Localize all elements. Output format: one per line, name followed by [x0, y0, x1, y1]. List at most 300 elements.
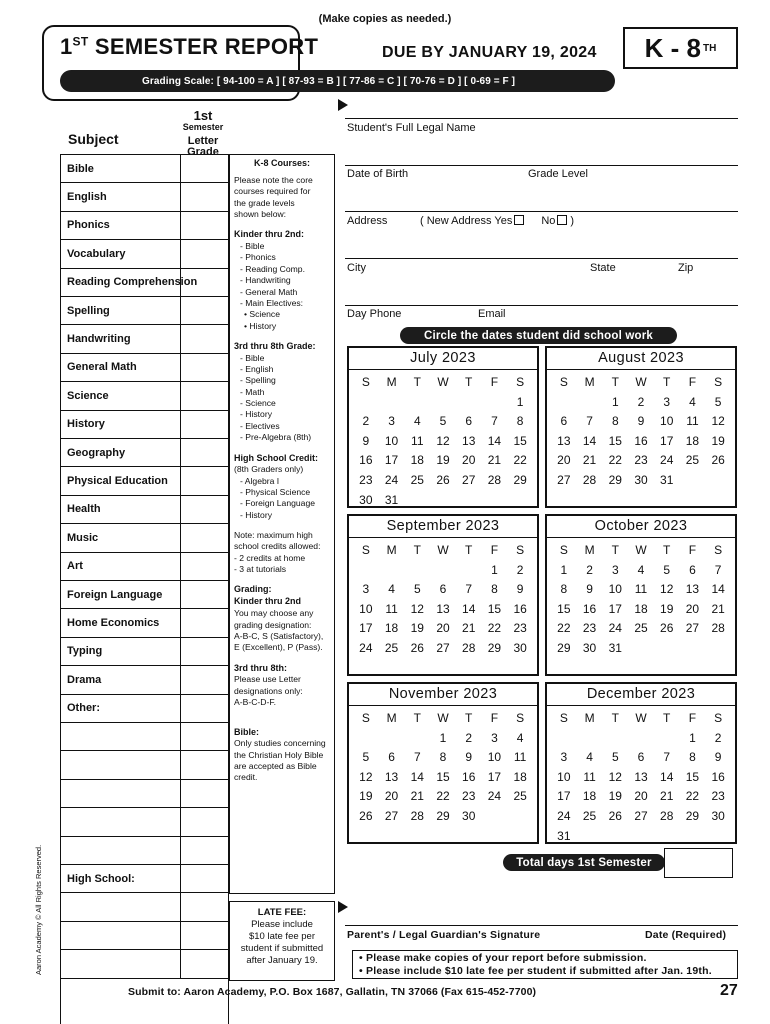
late-fee-line: $10 late fee per: [248, 930, 316, 942]
city-line[interactable]: [345, 258, 738, 259]
calendar-day[interactable]: 24: [608, 621, 622, 636]
calendar-day[interactable]: 23: [513, 621, 527, 636]
calendar-day[interactable]: 19: [436, 453, 450, 468]
calendar-day[interactable]: 23: [582, 621, 597, 636]
calendar-day[interactable]: 16: [582, 601, 597, 616]
calendar-day[interactable]: 16: [634, 433, 648, 448]
letter-grade-cell[interactable]: [181, 751, 228, 778]
calendar-day[interactable]: 16: [513, 601, 527, 616]
calendar-day[interactable]: 13: [436, 601, 450, 616]
signature-line[interactable]: [345, 925, 738, 926]
calendar-day[interactable]: 15: [685, 769, 700, 784]
letter-grade-cell[interactable]: [181, 922, 228, 949]
calendar-day[interactable]: 29: [608, 472, 622, 487]
title-number: 1: [60, 34, 73, 59]
letter-grade-cell[interactable]: [181, 666, 228, 693]
calendar-day[interactable]: 29: [513, 472, 527, 487]
city-label: City: [347, 262, 366, 274]
calendar-day[interactable]: 19: [608, 789, 622, 804]
calendar-day[interactable]: 21: [660, 789, 674, 804]
calendar-day[interactable]: 10: [608, 582, 622, 597]
letter-grade-cell[interactable]: [181, 695, 228, 722]
calendar-day[interactable]: 14: [660, 769, 674, 784]
month-title: October 2023: [547, 516, 735, 538]
calendar-day[interactable]: 14: [487, 433, 502, 448]
calendar-day[interactable]: 3: [491, 730, 498, 745]
letter-grade-cell[interactable]: [181, 297, 228, 324]
subject-name: High School:: [61, 865, 181, 892]
letter-grade-cell[interactable]: [181, 439, 228, 466]
calendar-day[interactable]: 31: [608, 640, 622, 655]
calendar-day[interactable]: 6: [439, 582, 447, 597]
calendar-day[interactable]: 24: [557, 808, 571, 823]
total-days-label: Total days 1st Semester: [503, 854, 665, 871]
close-paren: ): [570, 215, 575, 227]
calendar-day[interactable]: 3: [388, 414, 395, 429]
calendar-day[interactable]: 17: [608, 601, 622, 616]
calendar-day[interactable]: 18: [410, 453, 424, 468]
calendar-day[interactable]: 12: [359, 769, 373, 784]
calendar-day[interactable]: 25: [634, 621, 648, 636]
calendar-day[interactable]: 19: [359, 789, 373, 804]
weekday-label: F: [688, 543, 697, 557]
calendar-day[interactable]: 3: [611, 562, 619, 577]
calendar-day[interactable]: 16: [359, 453, 373, 468]
subject-row: [61, 553, 228, 581]
subject-row: [61, 382, 228, 410]
calendar-day[interactable]: 4: [413, 414, 421, 429]
calendar-day[interactable]: 6: [689, 562, 696, 577]
empty-day: [379, 561, 405, 581]
calendar-day[interactable]: 26: [359, 808, 373, 823]
calendar-day[interactable]: 11: [583, 769, 596, 784]
calendar-day[interactable]: 6: [637, 750, 645, 765]
calendar-day[interactable]: 1: [439, 730, 447, 745]
weekday-label: T: [663, 543, 671, 557]
calendar-day[interactable]: 3: [362, 582, 370, 597]
letter-grade-cell[interactable]: [181, 609, 228, 636]
calendar-day[interactable]: 9: [362, 433, 370, 448]
calendar-day[interactable]: 8: [689, 750, 696, 765]
calendar-day[interactable]: 31: [557, 828, 571, 843]
calendar-day[interactable]: 27: [634, 808, 648, 823]
subject-row: [61, 354, 228, 382]
grade-level-badge: [623, 27, 738, 69]
calendar-day[interactable]: 22: [685, 789, 700, 804]
calendar-day[interactable]: 4: [516, 730, 524, 745]
calendar-day[interactable]: 2: [516, 562, 524, 577]
calendar-day[interactable]: 5: [413, 582, 421, 597]
calendar-day[interactable]: 17: [384, 453, 399, 468]
subject-row: [61, 439, 228, 467]
calendar-day[interactable]: 22: [608, 453, 622, 468]
calendar-day[interactable]: 20: [557, 453, 571, 468]
calendar-day[interactable]: 28: [487, 472, 502, 487]
yes-checkbox[interactable]: [514, 215, 524, 225]
weekday-label: S: [361, 543, 370, 557]
calendar-day[interactable]: 13: [384, 769, 399, 784]
calendar-day[interactable]: 8: [516, 414, 524, 429]
calendar-day[interactable]: 31: [660, 472, 674, 487]
letter-grade-cell[interactable]: [181, 723, 228, 750]
calendar-day[interactable]: 12: [410, 601, 424, 616]
title-ordinal: ST: [72, 34, 89, 49]
letter-grade-cell[interactable]: [181, 638, 228, 665]
calendar-day[interactable]: 19: [711, 433, 725, 448]
calendar-day[interactable]: 30: [359, 492, 373, 507]
no-checkbox[interactable]: [557, 215, 567, 225]
calendar-day[interactable]: 30: [462, 808, 476, 823]
calendar-day[interactable]: 29: [436, 808, 450, 823]
calendar-day[interactable]: 20: [634, 789, 648, 804]
credits-note-line: school credits allowed:: [234, 541, 321, 552]
calendar-day[interactable]: 4: [689, 394, 696, 409]
subject-row: [61, 297, 228, 325]
calendar-day[interactable]: 6: [388, 750, 395, 765]
calendar-day[interactable]: 23: [462, 789, 476, 804]
calendar-day[interactable]: 9: [465, 750, 473, 765]
calendar-day[interactable]: 1: [611, 394, 619, 409]
letter-grade-cell[interactable]: [181, 553, 228, 580]
calendar-day[interactable]: 20: [436, 621, 450, 636]
calendar-day[interactable]: 25: [410, 472, 424, 487]
month-calendar: [347, 346, 539, 508]
calendar-day[interactable]: 30: [513, 640, 527, 655]
calendar-day[interactable]: 12: [608, 769, 622, 784]
calendar-day[interactable]: 17: [359, 621, 373, 636]
grading-third-line: designations only:: [234, 685, 303, 696]
calendar-day[interactable]: 20: [685, 601, 700, 616]
calendar-day[interactable]: 1: [560, 562, 568, 577]
make-copies-note: (Make copies as needed.): [318, 13, 452, 25]
calendar-day[interactable]: 9: [637, 414, 645, 429]
calendar-day[interactable]: 22: [487, 621, 502, 636]
calendar-day[interactable]: 27: [462, 472, 476, 487]
weekday-label: M: [386, 375, 397, 389]
calendar-day[interactable]: 23: [359, 472, 373, 487]
calendar-day[interactable]: 28: [711, 621, 725, 636]
calendar-day[interactable]: 11: [385, 601, 398, 616]
calendar-day[interactable]: 15: [608, 433, 622, 448]
calendar-day[interactable]: 5: [663, 562, 671, 577]
calendar-day[interactable]: 30: [711, 808, 725, 823]
calendar-day[interactable]: 4: [637, 562, 645, 577]
calendar-day[interactable]: 11: [634, 582, 648, 597]
weekday-label: S: [714, 711, 723, 725]
letter-grade-cell[interactable]: [181, 155, 228, 182]
calendar-day[interactable]: 8: [611, 414, 619, 429]
calendar-day[interactable]: 27: [384, 808, 399, 823]
calendar-day[interactable]: 11: [686, 414, 699, 429]
calendar-day[interactable]: 22: [513, 453, 527, 468]
empty-day: [379, 729, 405, 749]
calendar-day[interactable]: 17: [557, 789, 571, 804]
calendar-day[interactable]: 15: [487, 601, 502, 616]
calendar-day[interactable]: 5: [362, 750, 370, 765]
calendar-day[interactable]: 5: [439, 414, 447, 429]
subject-name: Bible: [61, 155, 181, 182]
calendar-day[interactable]: 18: [384, 621, 399, 636]
calendar-day[interactable]: 9: [586, 582, 593, 597]
calendar-day[interactable]: 27: [436, 640, 450, 655]
calendar-day[interactable]: 10: [660, 414, 674, 429]
weekday-label: W: [635, 711, 647, 725]
student-name-line[interactable]: [345, 118, 738, 119]
calendar-day[interactable]: 12: [711, 414, 725, 429]
calendar-day[interactable]: 2: [714, 730, 722, 745]
letter-grade-cell[interactable]: [181, 950, 228, 977]
subject-name: Other:: [61, 695, 181, 722]
subject-name: Science: [61, 382, 181, 409]
calendar-day[interactable]: 9: [516, 582, 524, 597]
calendar-day[interactable]: 22: [436, 789, 450, 804]
submission-notes: [352, 950, 738, 979]
calendar-day[interactable]: 9: [714, 750, 722, 765]
calendar-day[interactable]: 1: [516, 394, 524, 409]
calendar-day[interactable]: 12: [660, 582, 674, 597]
calendar-day[interactable]: 7: [663, 750, 671, 765]
third-course: - Math: [240, 386, 265, 397]
subject-row: [61, 183, 228, 211]
calendar-day[interactable]: 26: [436, 472, 450, 487]
calendar-day[interactable]: 23: [634, 453, 648, 468]
calendar-day[interactable]: 21: [582, 453, 597, 468]
calendar-day[interactable]: 28: [410, 808, 424, 823]
calendar-day[interactable]: 26: [660, 621, 674, 636]
hs-course: - Foreign Language: [240, 498, 316, 509]
calendar-day[interactable]: 8: [491, 582, 498, 597]
calendar-day[interactable]: 10: [384, 433, 399, 448]
address-line[interactable]: [345, 211, 738, 212]
calendar-day[interactable]: 21: [487, 453, 502, 468]
calendar-day[interactable]: 18: [513, 769, 527, 784]
subject-row: [61, 581, 228, 609]
calendar-day[interactable]: 25: [582, 808, 597, 823]
letter-grade-cell[interactable]: [181, 354, 228, 381]
letter-grade-cell[interactable]: [181, 240, 228, 267]
calendar-day[interactable]: 19: [660, 601, 674, 616]
calendar-day[interactable]: 24: [359, 640, 373, 655]
calendar-day[interactable]: 21: [711, 601, 725, 616]
calendar-day[interactable]: 2: [362, 414, 370, 429]
calendar-day[interactable]: 5: [611, 750, 619, 765]
calendar-day[interactable]: 21: [410, 789, 424, 804]
report-title: [60, 34, 318, 60]
calendar-day[interactable]: 14: [410, 769, 424, 784]
calendar-day[interactable]: 6: [560, 414, 568, 429]
calendar-day[interactable]: 31: [384, 492, 399, 507]
calendar-day[interactable]: 11: [513, 750, 527, 765]
empty-day: [551, 393, 577, 413]
calendar-day[interactable]: 2: [586, 562, 593, 577]
calendar-day[interactable]: 16: [711, 769, 725, 784]
grading-third-line: Please use Letter: [234, 674, 301, 685]
weekday-label: T: [663, 375, 671, 389]
subject-name: [61, 723, 181, 750]
copyright-notice: Aaron Academy © All Rights Reserved.: [34, 844, 43, 975]
calendar-day[interactable]: 27: [557, 472, 571, 487]
calendar-day[interactable]: 28: [660, 808, 674, 823]
subject-heading: Subject: [68, 131, 119, 147]
calendar-day[interactable]: 7: [491, 414, 498, 429]
letter-grade-cell[interactable]: [181, 780, 228, 807]
hs-course: - History: [240, 509, 272, 520]
calendar-day[interactable]: 18: [634, 601, 648, 616]
letter-grade-cell[interactable]: [181, 325, 228, 352]
bible-heading: Bible:: [234, 726, 260, 737]
calendar-day[interactable]: 24: [487, 789, 502, 804]
calendar-day[interactable]: 22: [557, 621, 571, 636]
letter-grade-cell[interactable]: [181, 382, 228, 409]
calendar-day[interactable]: 10: [557, 769, 571, 784]
weekday-label: W: [437, 375, 449, 389]
subject-name: Art: [61, 553, 181, 580]
calendar-day[interactable]: 29: [685, 808, 700, 823]
courses-intro-line: courses required for: [234, 186, 311, 197]
credits-note-line: - 3 at tutorials: [234, 564, 287, 575]
calendar-day[interactable]: 7: [465, 582, 473, 597]
letter-grade-cell[interactable]: [181, 467, 228, 494]
calendar-day[interactable]: 28: [462, 640, 476, 655]
calendar-day[interactable]: 29: [487, 640, 502, 655]
calendar-day[interactable]: 13: [634, 769, 648, 784]
calendar-day[interactable]: 3: [560, 750, 568, 765]
calendar-day[interactable]: 29: [557, 640, 571, 655]
calendar-day[interactable]: 30: [634, 472, 648, 487]
weekday-label: F: [688, 375, 697, 389]
calendar-day[interactable]: 4: [586, 750, 593, 765]
calendar-day[interactable]: 20: [384, 789, 399, 804]
letter-grade-cell[interactable]: [181, 581, 228, 608]
calendar-day[interactable]: 13: [685, 582, 700, 597]
letter-grade-cell[interactable]: [181, 183, 228, 210]
calendar-day[interactable]: 7: [714, 562, 722, 577]
calendar-day[interactable]: 14: [582, 433, 597, 448]
letter-grade-cell[interactable]: [181, 212, 228, 239]
subject-name: Geography: [61, 439, 181, 466]
kinder-course: - Handwriting: [240, 275, 291, 286]
submit-address: Submit to: Aaron Academy, P.O. Box 1687, Gallatin, TN 37066 (Fax 615-452-7700): [128, 986, 537, 998]
empty-day: [404, 729, 430, 749]
calendar-day[interactable]: 13: [557, 433, 571, 448]
letter-grade-cell[interactable]: [181, 837, 228, 864]
calendar-day[interactable]: 8: [439, 750, 447, 765]
calendar-day[interactable]: 26: [608, 808, 622, 823]
empty-day: [404, 561, 430, 581]
phone-email-line[interactable]: [345, 305, 738, 306]
calendar-day[interactable]: 24: [384, 472, 399, 487]
calendar-day[interactable]: 17: [487, 769, 502, 784]
calendar-day[interactable]: 11: [411, 433, 424, 448]
weekday-label: F: [490, 711, 499, 725]
calendar-day[interactable]: 14: [711, 582, 725, 597]
calendar-day[interactable]: 25: [513, 789, 527, 804]
calendar-day[interactable]: 25: [685, 453, 700, 468]
letter-grade-cell[interactable]: [181, 411, 228, 438]
calendar-day[interactable]: 2: [465, 730, 473, 745]
third-course: - Pre-Algebra (8th): [240, 432, 312, 443]
calendar-day[interactable]: 4: [388, 582, 395, 597]
total-days-input[interactable]: [664, 848, 733, 878]
empty-day: [379, 393, 405, 413]
subject-row: [61, 723, 228, 751]
letter-grade-cell[interactable]: [181, 893, 228, 920]
calendar-day[interactable]: 18: [582, 789, 597, 804]
calendar-day[interactable]: 18: [685, 433, 700, 448]
calendar-day[interactable]: 16: [462, 769, 476, 784]
calendar-day[interactable]: 19: [410, 621, 424, 636]
calendar-day[interactable]: 3: [663, 394, 671, 409]
calendar-day[interactable]: 17: [660, 433, 674, 448]
letter-grade-cell[interactable]: [181, 269, 228, 296]
late-fee-line: after January 19.: [246, 954, 318, 966]
subject-name: Typing: [61, 638, 181, 665]
calendar-day[interactable]: 27: [685, 621, 700, 636]
weekday-label: M: [584, 711, 595, 725]
hs-heading: High School Credit:: [234, 452, 318, 463]
calendar-day[interactable]: 8: [560, 582, 568, 597]
grading-kinder-line: E (Excellent), P (Pass).: [234, 642, 323, 653]
subject-row: [61, 837, 228, 865]
calendar-day[interactable]: 2: [637, 394, 645, 409]
letter-grade-cell[interactable]: [181, 865, 228, 892]
subject-row: [61, 411, 228, 439]
student-name-label: Student's Full Legal Name: [347, 122, 476, 134]
calendar-day[interactable]: 7: [413, 750, 421, 765]
subject-row: [61, 751, 228, 779]
month-title: November 2023: [349, 684, 537, 706]
calendar-day[interactable]: 6: [465, 414, 473, 429]
calendar-day[interactable]: 26: [410, 640, 424, 655]
calendar-day[interactable]: 30: [582, 640, 597, 655]
calendar-day[interactable]: 25: [384, 640, 399, 655]
dob-label: Date of Birth: [347, 168, 409, 180]
calendar-day[interactable]: 23: [711, 789, 725, 804]
calendar-day[interactable]: 10: [487, 750, 502, 765]
letter-grade-cell[interactable]: [181, 808, 228, 835]
calendar-day[interactable]: 1: [689, 730, 696, 745]
weekday-label: W: [437, 543, 449, 557]
calendar-day[interactable]: 13: [462, 433, 476, 448]
calendar-day[interactable]: 1: [491, 562, 498, 577]
letter-grade-cell[interactable]: [181, 524, 228, 551]
calendar-day[interactable]: 15: [513, 433, 527, 448]
calendar-day[interactable]: 20: [462, 453, 476, 468]
calendar-day[interactable]: 21: [462, 621, 476, 636]
calendar-day[interactable]: 24: [660, 453, 674, 468]
calendar-day[interactable]: 7: [586, 414, 593, 429]
calendar-day[interactable]: 28: [582, 472, 597, 487]
calendar-day[interactable]: 12: [436, 433, 450, 448]
dob-grade-line[interactable]: [345, 165, 738, 166]
grade-level-text: K - 8: [644, 32, 701, 63]
weekday-label: S: [714, 543, 723, 557]
subject-name: Drama: [61, 666, 181, 693]
calendar-day[interactable]: 5: [714, 394, 722, 409]
calendar-day[interactable]: 15: [436, 769, 450, 784]
calendar-day[interactable]: 10: [359, 601, 373, 616]
calendar-day[interactable]: 15: [557, 601, 571, 616]
kinder-elective: • History: [244, 320, 277, 331]
calendar-day[interactable]: 26: [711, 453, 725, 468]
weekday-label: F: [490, 543, 499, 557]
subject-row: [61, 155, 228, 183]
weekday-label: T: [413, 711, 421, 725]
courses-intro-line: the grade levels: [234, 197, 295, 208]
letter-grade-cell[interactable]: [181, 496, 228, 523]
empty-day: [628, 729, 654, 749]
calendar-day[interactable]: 14: [462, 601, 476, 616]
